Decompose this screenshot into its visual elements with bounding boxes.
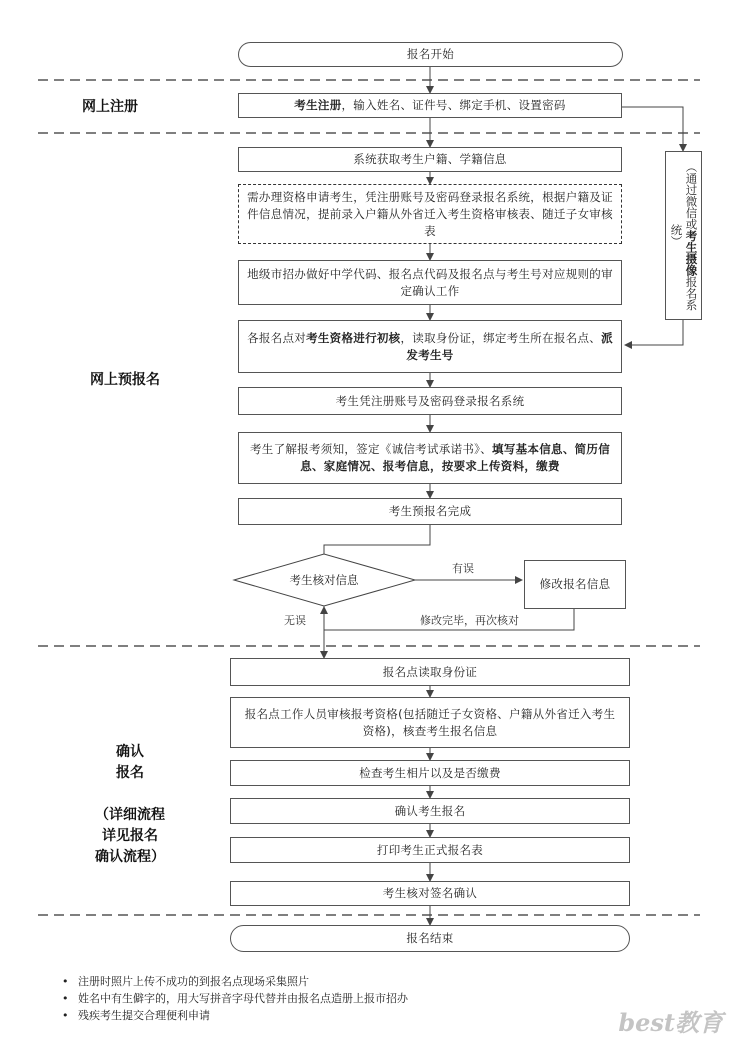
text-fragment-bold: 考生资格进行初核	[306, 330, 401, 345]
step-initial-review	[238, 320, 622, 373]
step-pre-done	[238, 498, 622, 525]
arrow	[625, 320, 683, 345]
note-item: • 姓名中有生僻字的，用大写拼音字母代替并由报名点造册上报市招办	[62, 990, 408, 1007]
step-modify-text: 修改报名信息	[539, 577, 611, 591]
step-staff-review	[230, 697, 630, 748]
edge-label-no-error: 无误	[284, 614, 306, 627]
step-register	[238, 93, 622, 118]
section-label-register: 网上注册	[82, 99, 138, 115]
section-line: （详细流程	[95, 807, 165, 823]
text-fragment-bold: 考生摄像	[684, 229, 699, 276]
section-line: 详见报名	[102, 828, 158, 844]
step-sign-text: 考生核对签名确认	[382, 886, 478, 900]
step-read-id-text: 报名点读取身份证	[382, 664, 478, 679]
decision-label: 考生核对信息	[289, 573, 359, 587]
end-terminal	[230, 925, 630, 952]
step-photo-check-text: 检查考生相片以及是否缴费	[359, 765, 501, 780]
step-staff-review-text: 报名点工作人员审核报考资格(包括随迁子女资格、户籍从外省迁入考生资格)，核查考生报名信息	[244, 706, 616, 738]
step-read-id	[230, 658, 630, 686]
step-modify	[524, 560, 626, 609]
step-city-work	[238, 260, 622, 305]
step-confirm-text: 确认考生报名	[394, 803, 466, 818]
section-label-confirm	[70, 742, 190, 868]
step-confirm	[230, 798, 630, 824]
text-fragment: ）	[669, 235, 684, 247]
section-line: 确认	[116, 744, 144, 760]
step-fetch-info-text: 系统获取考生户籍、学籍信息	[353, 152, 507, 166]
section-line: 确认流程）	[95, 849, 165, 865]
text-fragment: ，读取身份证，绑定考生所在报名点、	[400, 330, 602, 345]
side-box-camera	[665, 151, 702, 320]
watermark: best教育	[618, 1008, 723, 1037]
step-print-text: 打印考生正式报名表	[376, 842, 484, 857]
step-fill-info	[238, 432, 622, 484]
text-fragment-bold: 填写基本信息、简历信息、家庭情况、报考信息，按要求上传资料，缴费	[300, 442, 611, 473]
text-fragment: 考生了解报考须知，签定《诚信考试承诺书》、	[249, 442, 493, 456]
step-city-work-text: 地级市招办做好中学代码、报名点代码及报名点与考生号对应规则的审定确认工作	[247, 266, 613, 298]
edge-label-error: 有误	[452, 562, 474, 575]
step-login	[238, 387, 622, 415]
start-label: 报名开始	[406, 47, 455, 61]
step-login-text: 考生凭注册账号及密码登录报名系统	[335, 393, 525, 408]
start-terminal	[238, 42, 623, 67]
note-item: • 残疾考生提交合理便利申请	[62, 1007, 408, 1024]
step-register-bold: 考生注册	[294, 98, 342, 112]
step-fetch-info	[238, 147, 622, 172]
step-register-rest: ，输入姓名、证件号、绑定手机、设置密码	[341, 98, 566, 112]
arrow	[622, 107, 683, 151]
text-fragment-bold: 派发考生号	[406, 330, 613, 362]
section-label-pre: 网上预报名	[90, 372, 160, 388]
edge-label-recheck: 修改完毕，再次核对	[420, 614, 519, 627]
step-qualification	[238, 184, 622, 244]
text-fragment: 各报名点对	[247, 330, 307, 345]
text-fragment: 微信或	[684, 195, 699, 230]
step-photo-check	[230, 760, 630, 786]
text-fragment: （通过	[684, 160, 699, 196]
step-qualification-text: 需办理资格申请考生，凭注册账号及密码登录报名系统，根据户籍及证件信息情况，提前录入户籍从外省迁入考生资格审核表、随迁子女审核表	[247, 189, 613, 238]
section-line	[70, 784, 190, 805]
step-pre-done-text: 考生预报名完成	[388, 504, 472, 518]
text-fragment: 报名系统	[669, 224, 699, 311]
note-item: • 注册时照片上传不成功的到报名点现场采集照片	[62, 973, 408, 990]
section-line: 报名	[116, 765, 144, 781]
notes-list	[62, 973, 408, 1024]
step-print	[230, 837, 630, 863]
step-sign	[230, 881, 630, 906]
end-label: 报名结束	[406, 931, 454, 945]
